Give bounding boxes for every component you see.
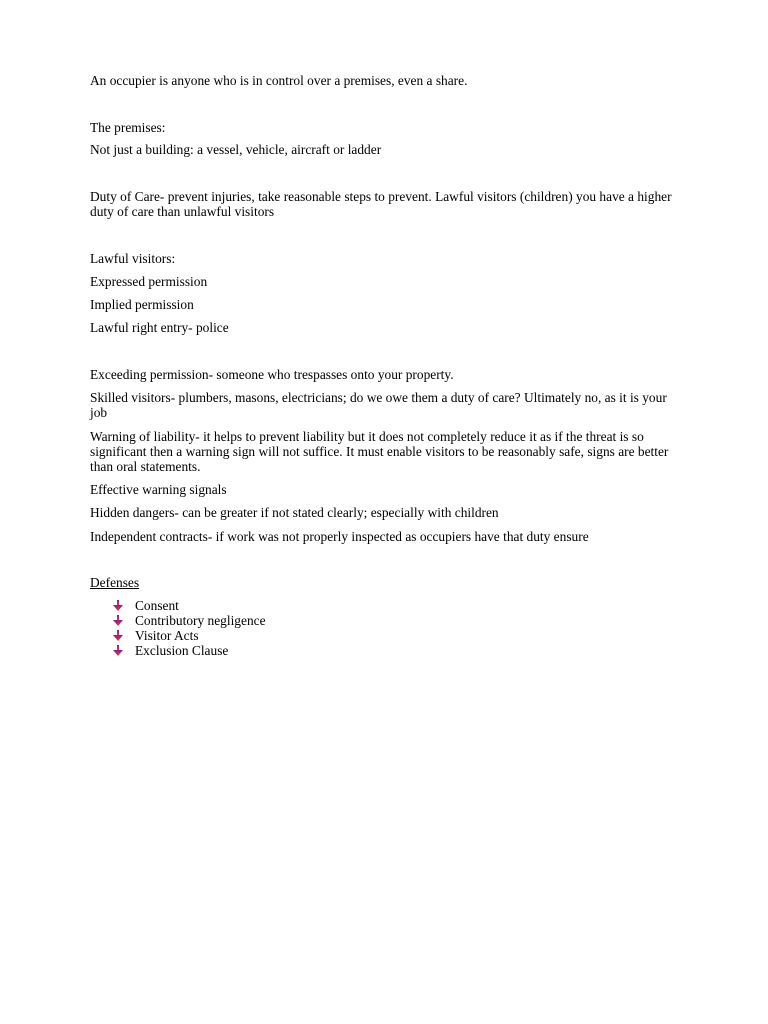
paragraph-lawful-visitors: Lawful visitors: — [90, 251, 176, 266]
defense-contributory-negligence: Contributory negligence — [135, 613, 266, 628]
paragraph-lawful-right-entry: Lawful right entry- police — [90, 320, 229, 335]
paragraph-effective-warning: Effective warning signals — [90, 482, 227, 497]
down-arrow-icon — [112, 630, 124, 642]
down-arrow-icon — [112, 615, 124, 627]
paragraph-expressed-permission: Expressed permission — [90, 274, 208, 289]
defense-consent: Consent — [135, 598, 179, 613]
defense-exclusion-clause: Exclusion Clause — [135, 643, 229, 658]
paragraph-duty-of-care: Duty of Care- prevent injuries, take reasonable steps to prevent. Lawful visitors (children) you have a higher duty of care than unlawful visitors — [90, 189, 672, 219]
paragraph-premises-heading: The premises: — [90, 120, 166, 135]
down-arrow-icon — [112, 600, 124, 612]
defenses-heading: Defenses — [90, 575, 140, 590]
paragraph-exceeding-permission: Exceeding permission- someone who trespasses onto your property. — [90, 367, 454, 382]
paragraph-implied-permission: Implied permission — [90, 297, 194, 312]
paragraph-independent-contracts: Independent contracts- if work was not properly inspected as occupiers have that duty ensure — [90, 529, 589, 544]
paragraph-occupier: An occupier is anyone who is in control over a premises, even a share. — [90, 73, 468, 88]
down-arrow-icon — [112, 645, 124, 657]
paragraph-warning-of-liability: Warning of liability- it helps to prevent liability but it does not completely reduce it as if the threat is so significant then a warning sign will not suffice. It must enable visitors to be reasonably safe, signs are better than oral statements. — [90, 429, 669, 474]
paragraph-skilled-visitors: Skilled visitors- plumbers, masons, electricians; do we owe them a duty of care? Ultimately no, as it is your job — [90, 390, 667, 420]
paragraph-premises-detail: Not just a building: a vessel, vehicle, aircraft or ladder — [90, 142, 382, 157]
paragraph-hidden-dangers: Hidden dangers- can be greater if not stated clearly; especially with children — [90, 505, 499, 520]
defense-visitor-acts: Visitor Acts — [135, 628, 199, 643]
